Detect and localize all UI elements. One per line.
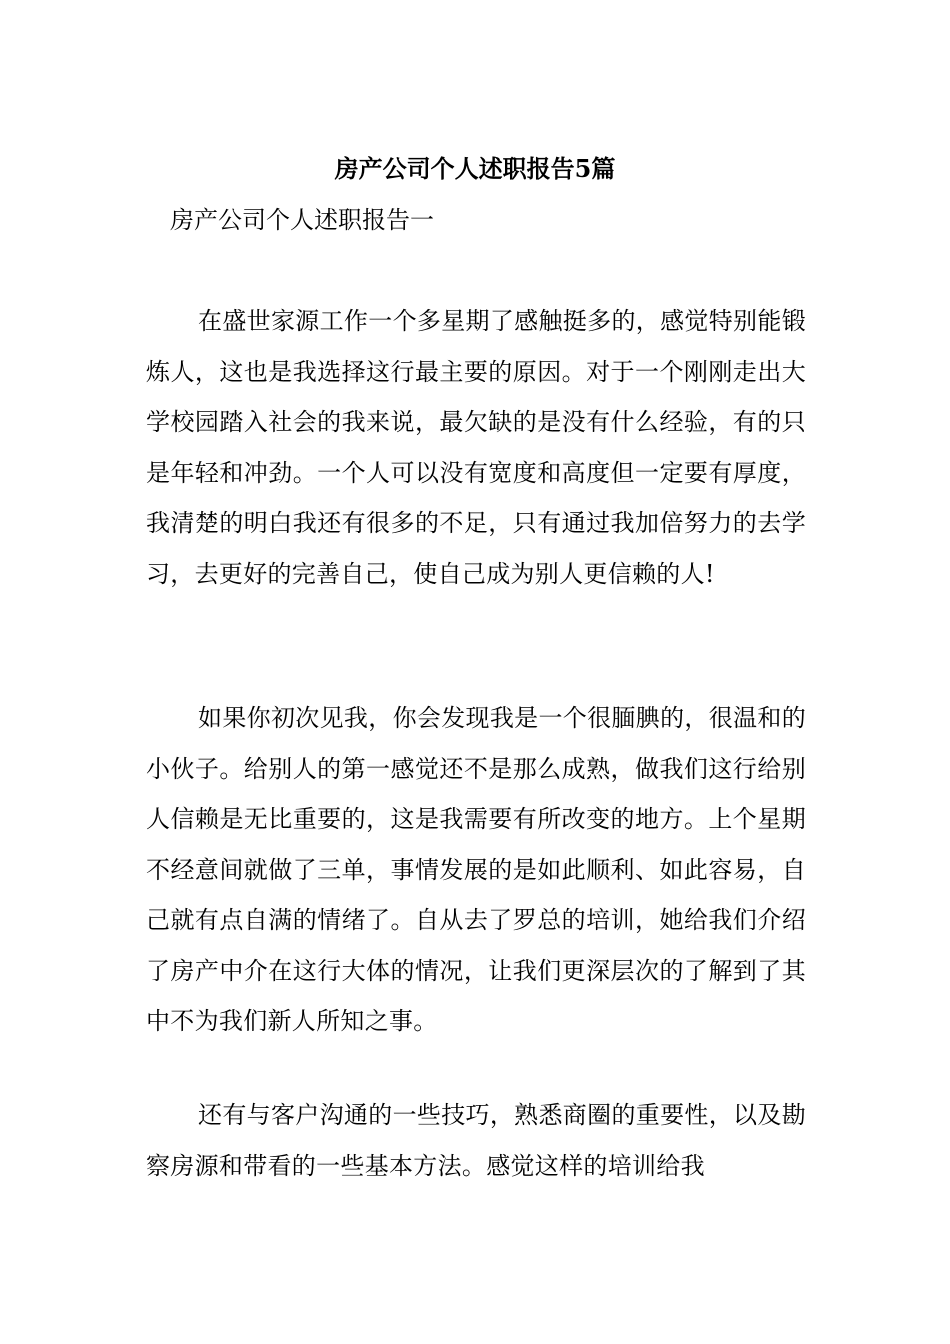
paragraph-1: 在盛世家源工作一个多星期了感触挺多的，感觉特别能锻炼人，这也是我选择这行最主要的原因。对于一个刚刚走出大学校园踏入社会的我来说，最欠缺的是没有什么经验，有的只是年轻和冲劲。一个人可以没有宽度和高度但一定要有厚度，我清楚的明白我还有很多的不足，只有通过我加倍努力的去学习，去更好的完善自己，使自己成为别人更信赖的人! (146, 307, 806, 588)
paragraph-2: 如果你初次见我，你会发现我是一个很腼腆的，很温和的小伙子。给别人的第一感觉还不是那么成熟，做我们这行给别人信赖是无比重要的，这是我需要有所改变的地方。上个星期不经意间就做了三单，事情发展的是如此顺利、如此容易，自己就有点自满的情绪了。自从去了罗总的培训，她给我们介绍了房产中介在这行大体的情况，让我们更深层次的了解到了其中不为我们新人所知之事。 (146, 704, 806, 1035)
section-heading: 房产公司个人述职报告一 (170, 206, 434, 234)
document-title: 房产公司个人述职报告5篇 (334, 154, 616, 183)
paragraph-3: 还有与客户沟通的一些技巧，熟悉商圈的重要性，以及勘察房源和带看的一些基本方法。感觉这样的培训给我 (146, 1101, 806, 1180)
